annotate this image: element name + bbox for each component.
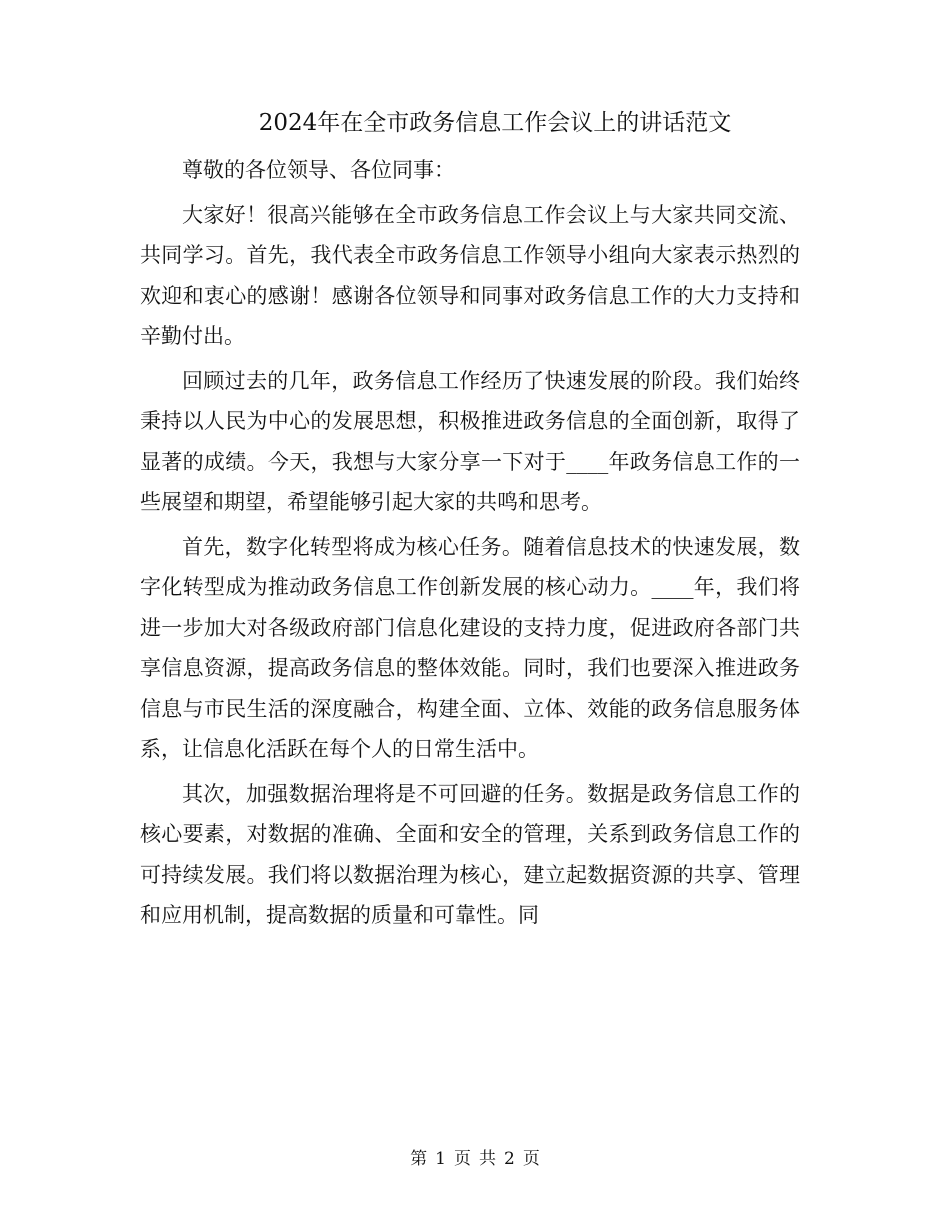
page-footer [0,1145,950,1173]
body-paragraph: 首先，数字化转型将成为核心任务。随着信息技术的快速发展，数字化转型成为推动政务信息工作创新发展的核心动力。____年，我们将进一步加大对各级政府部门信息化建设的支持力度，促进政府各部门共享信息资源，提高政务信息的整体效能。同时，我们也要深入推进政务信息与市民生活的深度融合，构建全面、立体、效能的政务信息服务体系，让信息化活跃在每个人的日常生活中。 [140,534,800,761]
body-paragraph: 回顾过去的几年，政务信息工作经历了快速发展的阶段。我们始终秉持以人民为中心的发展思想，积极推进政务信息的全面创新，取得了显著的成绩。今天，我想与大家分享一下对于____年政务信息工作的一些展望和期望，希望能够引起大家的共鸣和思考。 [140,368,800,514]
footer-total-unit: 页 [522,1149,540,1169]
body-paragraph: 其次，加强数据治理将是不可回避的任务。数据是政务信息工作的核心要素，对数据的准确、全面和安全的管理，关系到政务信息工作的可持续发展。我们将以数据治理为核心，建立起数据资源的共享、管理和应用机制，提高数据的质量和可靠性。同 [140,781,800,927]
footer-total-label: 共 [479,1149,496,1169]
salutation-paragraph: 尊敬的各位领导、各位同事： [182,158,455,182]
document-title: 2024年在全市政务信息工作会议上的讲话范文 [258,110,732,136]
footer-page-unit: 页 [454,1149,471,1169]
footer-page-label: 第 [410,1149,428,1169]
body-paragraph: 大家好！很高兴能够在全市政务信息工作会议上与大家共同交流、共同学习。首先，我代表全市政务信息工作领导小组向大家表示热烈的欢迎和衷心的感谢！感谢各位领导和同事对政务信息工作的大力支持和辛勤付出。 [140,202,800,348]
footer-current-page: 1 [435,1149,446,1169]
document-body [140,150,800,936]
footer-total-pages: 2 [504,1149,515,1169]
